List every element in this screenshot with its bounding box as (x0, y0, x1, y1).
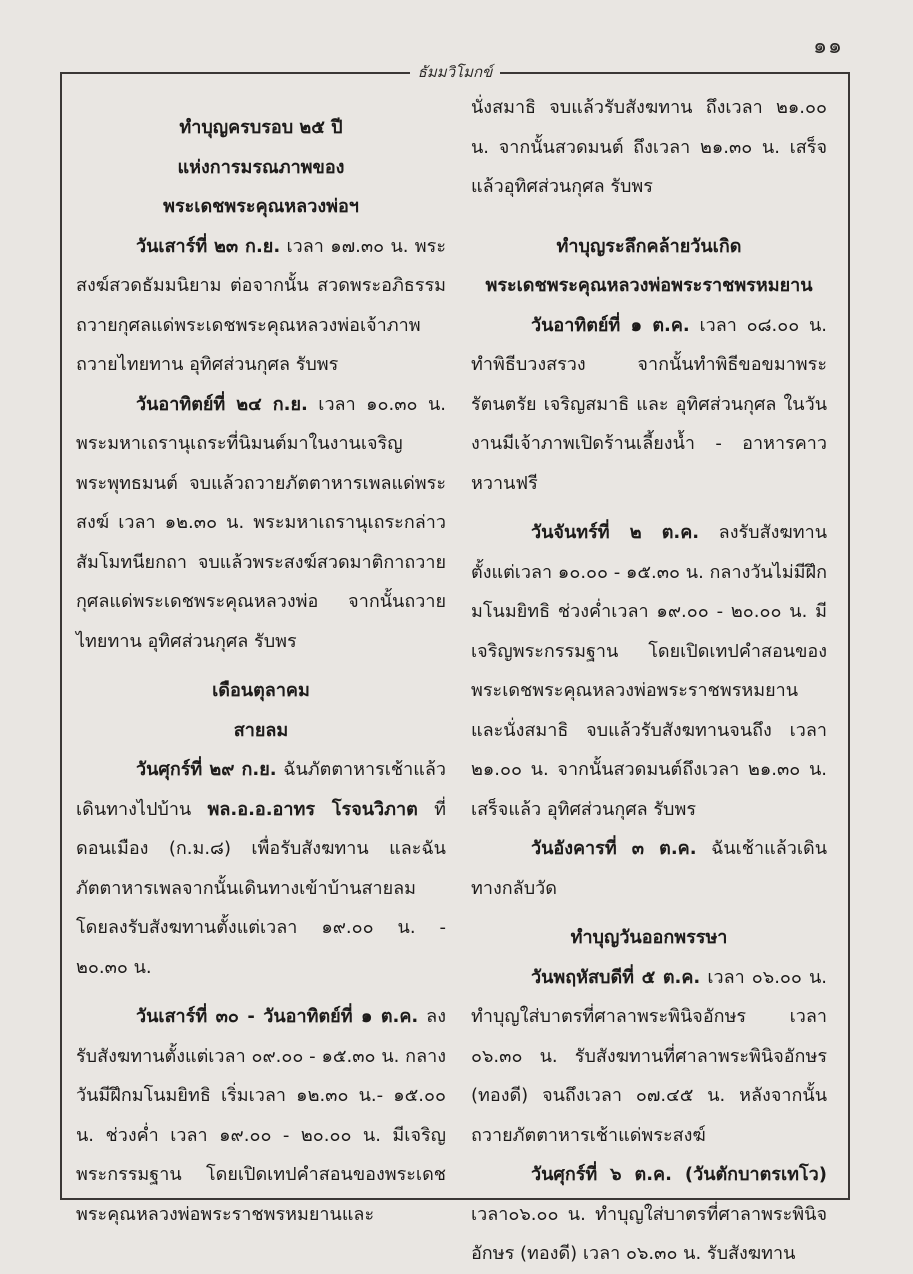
date-label: วันอังคารที่ ๓ ต.ค. (531, 838, 697, 859)
paragraph-sat-30 (76, 997, 446, 1234)
running-title-text: ธัมมวิโมกข์ (410, 63, 501, 81)
paragraph-sun-24 (76, 385, 446, 662)
paragraph-text: ฉันภัตตาหารเช้าแล้วเดินทางไปบ้าน (76, 759, 446, 820)
paragraph-text: เวลา ๑๗.๓๐ น. พระสงฆ์สวดธัมมนิยาม ต่อจากนั้น สวดพระอภิธรรมถวายกุศลแด่พระเดชพระคุณหลวงพ่อเจ้าภาพถวายไทยทาน อุทิศส่วนกุศล รับพร (76, 235, 446, 375)
date-label: วันศุกร์ที่ ๒๙ ก.ย. (136, 759, 277, 780)
paragraph-text: เวลา ๑๐.๓๐ น. พระมหาเถรานุเถระที่นิมนต์มาในงานเจริญพระพุทธมนต์ จบแล้วถวายภัตตาหารเพลแด่พระสงฆ์ เวลา ๑๒.๓๐ น. พระมหาเถรานุเถระกล่าวสัมโมทนียกถา จบแล้วพระสงฆ์สวดมาติกาถวายกุศลแด่พระเดชพระคุณหลวงพ่อ จากนั้นถวายไทยทาน อุทิศส่วนกุศล รับพร (76, 393, 446, 652)
paragraph-sat-23 (76, 227, 446, 385)
paragraph-text: เวลา ๐๖.๐๐ น. ทำบุญใส่บาตรที่ศาลาพระพินิจอักษร เวลา ๐๖.๓๐ น. รับสังฆทานที่ศาลาพระพินิจอักษร (ทองดี) จนถึงเวลา ๐๗.๔๕ น. หลังจากนั้นถวายภัตตาหารเช้าแด่พระสงฆ์ (471, 966, 827, 1146)
paragraph-thu-5 (471, 958, 827, 1156)
paragraph-fri-29 (76, 750, 446, 987)
paragraph-text: ฉันเช้าแล้วเดินทางกลับวัด (471, 838, 827, 899)
left-heading-line-2: แห่งการมรณภาพของ (177, 156, 345, 178)
date-label: วันอาทิตย์ที่ ๒๔ ก.ย. (136, 393, 308, 415)
paragraph-sun-1 (471, 306, 827, 504)
right-heading-line-3: ทำบุญวันออกพรรษา (570, 927, 728, 948)
date-label: วันพฤหัสบดีที่ ๕ ต.ค. (531, 966, 701, 988)
right-heading-line-2: พระเดชพระคุณหลวงพ่อพระราชพรหมยาน (485, 275, 813, 296)
left-heading-line-1: ทำบุญครบรอบ ๒๕ ปี (179, 117, 343, 138)
right-column (471, 88, 827, 1274)
running-title (62, 60, 848, 84)
host-name: พล.อ.อ.อาทร โรจนวิภาต (207, 798, 418, 820)
right-heading-line-1: ทำบุญระลึกคล้ายวันเกิด (556, 235, 742, 257)
date-label: วันเสาร์ที่ ๓๐ - วันอาทิตย์ที่ ๑ ต.ค. (136, 1006, 419, 1027)
paragraph-continued: นั่งสมาธิ จบแล้วรับสังฆทาน ถึงเวลา ๒๑.๐๐ น. จากนั้นสวดมนต์ ถึงเวลา ๒๑.๓๐ น. เสร็จแล้วอุทิศส่วนกุศล รับพร (471, 97, 827, 197)
content-frame (60, 63, 850, 1264)
month-heading: เดือนตุลาคม (212, 680, 310, 701)
paragraph-text: เวลา๐๖.๐๐ น. ทำบุญใส่บาตรที่ศาลาพระพินิจอักษร (ทองดี) เวลา ๐๖.๓๐ น. รับสังฆทาน (471, 1203, 827, 1264)
date-label: วันศุกร์ที่ ๖ ต.ค. (วันตักบาตรเทโว) (531, 1164, 827, 1185)
paragraph-text: ที่ดอนเมือง (ก.ม.๘) เพื่อรับสังฆทาน และฉันภัตตาหารเพลจากนั้นเดินทางเข้าบ้านสายลม โดยลงรับสังฆทานตั้งแต่เวลา ๑๙.๐๐ น. - ๒๐.๓๐ น. (76, 798, 446, 978)
paragraph-text: เวลา ๐๘.๐๐ น. ทำพิธีบวงสรวง จากนั้นทำพิธีขอขมาพระรัตนตรัย เจริญสมาธิ และ อุทิศส่วนกุศล ในวันงานมีเจ้าภาพเปิดร้านเลี้ยงน้ำ - อาหารคาวหวานฟรี (471, 314, 827, 494)
page-number: ๑๑ (813, 34, 843, 59)
location-heading: สายลม (233, 719, 289, 741)
left-column (76, 88, 446, 1234)
date-label: วันอาทิตย์ที่ ๑ ต.ค. (531, 314, 690, 336)
date-label: วันเสาร์ที่ ๒๓ ก.ย. (136, 235, 281, 257)
paragraph-text: ลงรับสังฆทานตั้งแต่เวลา ๐๙.๐๐ - ๑๕.๓๐ น. กลางวันมีฝึกมโนมยิทธิ เริ่มเวลา ๑๒.๓๐ น.- ๑๕.๐๐ น. ช่วงค่ำ เวลา ๑๙.๐๐ - ๒๐.๐๐ น. มีเจริญพระกรรมฐาน โดยเปิดเทปคำสอนของพระเดชพระคุณหลวงพ่อพระราชพรหมยานและ (76, 1006, 446, 1225)
left-heading-line-3: พระเดชพระคุณหลวงพ่อฯ (163, 196, 359, 217)
date-label: วันจันทร์ที่ ๒ ต.ค. (531, 522, 700, 543)
paragraph-mon-2 (471, 513, 827, 829)
paragraph-text: ลงรับสังฆทานตั้งแต่เวลา ๑๐.๐๐ - ๑๕.๓๐ น. กลางวันไม่มีฝึกมโนมยิทธิ ช่วงค่ำเวลา ๑๙.๐๐ - ๒๐.๐๐ น. มีเจริญพระกรรมฐาน โดยเปิดเทปคำสอนของพระเดชพระคุณหลวงพ่อพระราชพรหมยานและนั่งสมาธิ จบแล้วรับสังฆทานจนถึง เวลา ๒๑.๐๐ น. จากนั้นสวดมนต์ถึงเวลา ๒๑.๓๐ น. เสร็จแล้ว อุทิศส่วนกุศล รับพร (471, 522, 827, 820)
paragraph-fri-6 (471, 1155, 827, 1274)
paragraph-tue-3 (471, 829, 827, 908)
